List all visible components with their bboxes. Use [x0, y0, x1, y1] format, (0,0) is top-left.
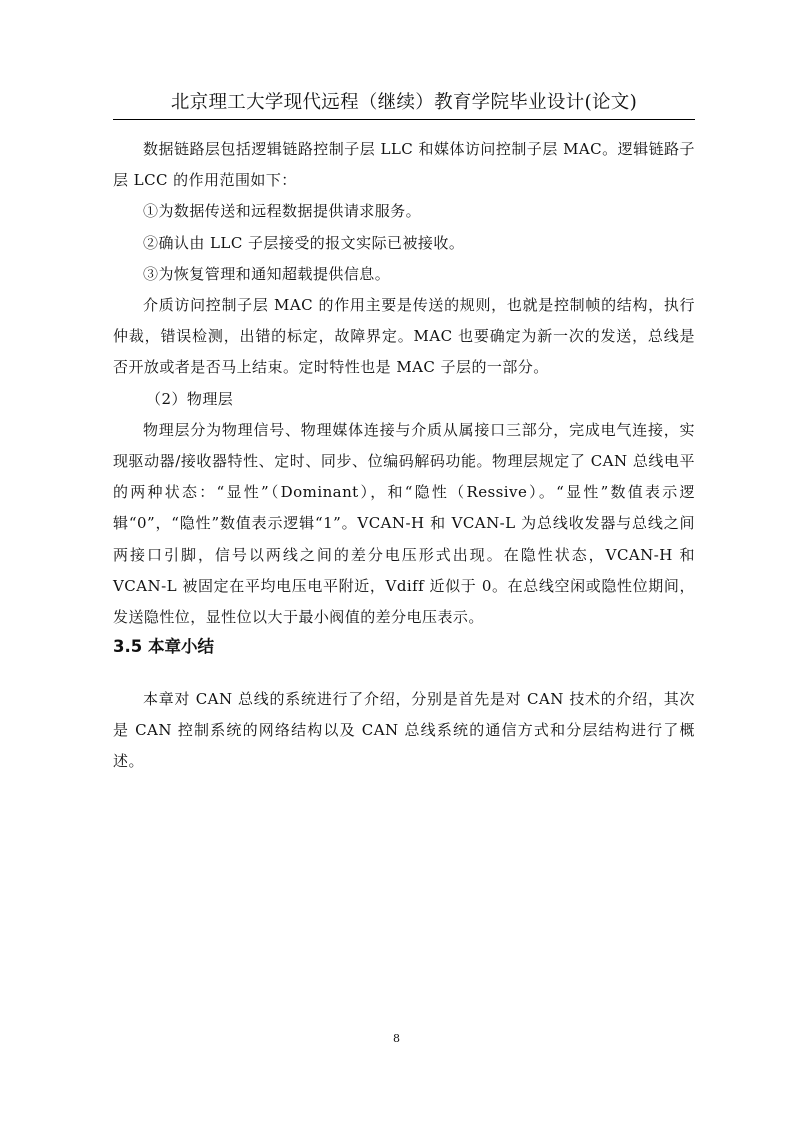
- page-number: 8: [393, 1032, 400, 1045]
- subheading-physical-layer: （2）物理层: [146, 389, 234, 408]
- paragraph-physical-layer: 物理层分为物理信号、物理媒体连接与介质从属接口三部分，完成电气连接，实现驱动器/接收器特性、定时、同步、位编码解码功能。物理层规定了 CAN 总线电平的两种状态：“显性”（Dominant），和“隐性（Ressive）。“显性”数值表示逻辑“0”，“隐性”数值表示逻辑“1”。VCAN-H 和 VCAN-L 为总线收发器与总线之间两接口引脚，信号以两线之间的差分电压形式出现。在隐性状态，VCAN-H 和 VCAN-L 被固定在平均电压电平附近，Vdiff 近似于 0。在总线空闲或隐性位期间，发送隐性位，显性位以大于最小阀值的差分电压表示。: [113, 420, 695, 627]
- page-header-title: 北京理工大学现代远程（继续）教育学院毕业设计(论文): [170, 92, 638, 113]
- list-item-3: ③为恢复管理和通知超载提供信息。: [143, 264, 391, 283]
- header-divider: [113, 119, 695, 120]
- section-summary: [113, 684, 695, 778]
- paragraph-mac-sublayer: 介质访问控制子层 MAC 的作用主要是传送的规则，也就是控制帧的结构，执行仲裁，错误检测，出错的标定，故障界定。MAC 也要确定为新一次的发送，总线是否开放或者是否马上结束。定时特性也是 MAC 子层的一部分。: [113, 296, 695, 377]
- list-item-2: ②确认由 LLC 子层接受的报文实际已被接收。: [143, 233, 465, 252]
- paragraph-summary: 本章对 CAN 总线的系统进行了介绍，分别是首先是对 CAN 技术的介绍，其次是 CAN 控制系统的网络结构以及 CAN 总线系统的通信方式和分层结构进行了概述。: [113, 690, 695, 771]
- list-item-1: ①为数据传送和远程数据提供请求服务。: [143, 202, 422, 221]
- body-text: [113, 134, 695, 633]
- section-heading: 3.5 本章小结: [113, 637, 214, 656]
- paragraph-data-link-layer: 数据链路层包括逻辑链路控制子层 LLC 和媒体访问控制子层 MAC。逻辑链路子层 LCC 的作用范围如下：: [113, 140, 695, 190]
